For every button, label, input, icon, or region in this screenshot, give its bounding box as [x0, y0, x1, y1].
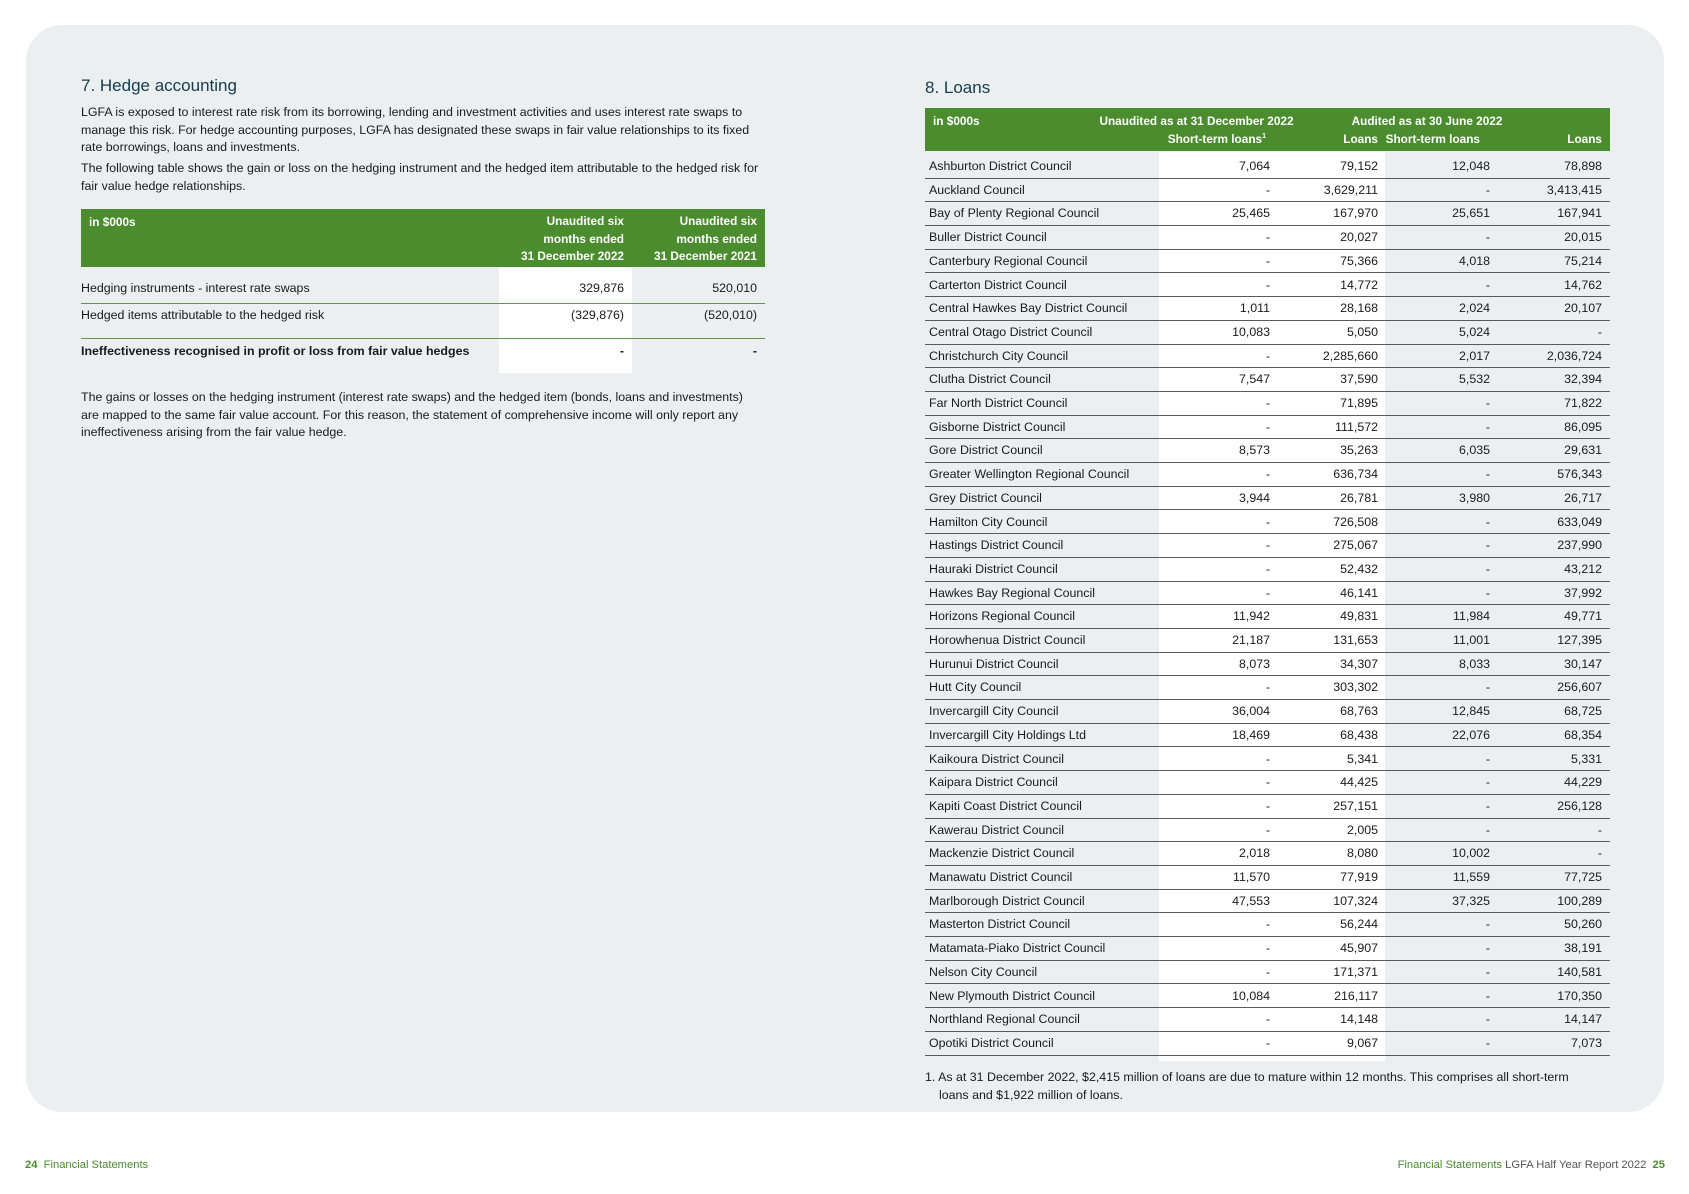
loan-value: 75,214 [1564, 253, 1602, 268]
council-name: Hauraki District Council [929, 561, 1058, 576]
table-row [925, 320, 1610, 345]
council-name: Gore District Council [929, 443, 1043, 458]
council-name: Invercargill City Council [929, 704, 1059, 719]
loan-value: - [1265, 751, 1270, 766]
loan-value: 22,076 [1452, 727, 1490, 742]
council-name: Horowhenua District Council [929, 633, 1086, 647]
loan-value: - [1485, 964, 1490, 979]
loan-value: - [1485, 538, 1490, 553]
council-name: Gisborne District Council [929, 419, 1066, 434]
loan-value: 10,084 [1232, 988, 1270, 1003]
loan-value: - [1597, 822, 1602, 837]
loan-value: 6,035 [1458, 443, 1490, 458]
loan-value: - [1485, 277, 1490, 292]
loan-value: 2,018 [1238, 846, 1270, 861]
council-name: Canterbury Regional Council [929, 253, 1088, 268]
loan-value: 2,285,660 [1322, 348, 1378, 363]
council-name: Hurunui District Council [929, 656, 1059, 671]
loan-value: 237,990 [1557, 538, 1602, 553]
loan-value: 576,343 [1557, 467, 1602, 482]
table-row [925, 344, 1610, 369]
council-name: Kapiti Coast District Council [929, 798, 1082, 813]
loan-value: 2,024 [1458, 301, 1490, 316]
loan-value: 38,191 [1564, 941, 1602, 956]
council-name: Hastings District Council [929, 538, 1064, 553]
loan-value: 37,992 [1564, 585, 1602, 600]
table-row [925, 415, 1610, 440]
table-row [925, 1007, 1610, 1032]
loan-value: 75,366 [1340, 253, 1378, 268]
table-row [925, 249, 1610, 274]
loan-value: 216,117 [1334, 988, 1378, 1003]
table-row [925, 367, 1610, 392]
council-name: Marlborough District Council [929, 893, 1085, 908]
table-row [925, 273, 1610, 298]
hedge-table [81, 209, 765, 267]
loan-value: 167,970 [1333, 206, 1378, 221]
loan-value: 10,083 [1232, 324, 1270, 339]
table-row [925, 462, 1610, 487]
loan-value: 68,354 [1564, 727, 1602, 742]
loan-value: 14,772 [1340, 277, 1378, 292]
loan-value: 37,590 [1340, 372, 1378, 387]
loan-value: - [1265, 775, 1270, 790]
council-name: Northland Regional Council [929, 1012, 1080, 1027]
loan-value: 256,128 [1557, 798, 1602, 813]
loan-value: - [1265, 514, 1270, 529]
loan-value: 47,553 [1232, 893, 1270, 908]
loan-value: 5,532 [1458, 372, 1490, 387]
council-name: Nelson City Council [929, 964, 1038, 979]
council-name: Opotiki District Council [929, 1035, 1054, 1050]
loan-value: 21,187 [1232, 633, 1270, 647]
council-name: Hutt City Council [929, 680, 1022, 695]
loan-value: 50,260 [1564, 917, 1602, 932]
loan-value: 3,980 [1458, 490, 1490, 505]
loan-value: - [1485, 680, 1490, 695]
loan-value: - [1485, 396, 1490, 410]
table-row [925, 510, 1610, 535]
council-name: Bay of Plenty Regional Council [929, 206, 1100, 221]
loan-value: 1,011 [1239, 301, 1270, 316]
loan-value: 5,341 [1346, 751, 1378, 766]
loan-value: 636,734 [1333, 467, 1378, 482]
loan-value: 107,324 [1333, 893, 1378, 908]
table-row [925, 936, 1610, 961]
loan-value: 11,942 [1233, 609, 1270, 624]
loan-value: 68,763 [1340, 704, 1378, 719]
council-name: Mackenzie District Council [929, 846, 1075, 861]
loan-value: - [1265, 798, 1270, 813]
council-name: Horizons Regional Council [929, 609, 1076, 624]
loan-value: - [1265, 467, 1270, 482]
loan-value: - [1485, 182, 1490, 197]
loan-value: - [1265, 348, 1270, 363]
loan-value: 11,001 [1453, 633, 1490, 647]
loan-value: 68,725 [1564, 704, 1602, 719]
loan-value: - [1485, 775, 1490, 790]
loan-value: 257,151 [1333, 798, 1378, 813]
loan-value: 44,425 [1340, 775, 1378, 790]
loan-value: - [1265, 1035, 1270, 1050]
loan-value: 37,325 [1452, 893, 1490, 908]
loan-value: - [1485, 798, 1490, 813]
loan-value: 49,771 [1564, 609, 1602, 624]
table-row [925, 557, 1610, 582]
loan-value: 36,004 [1232, 704, 1270, 719]
loan-value: 25,651 [1452, 206, 1490, 221]
loan-value: - [1485, 585, 1490, 600]
hedge-table-header [81, 209, 765, 267]
loan-value: 127,395 [1557, 633, 1602, 647]
loan-value: 20,107 [1564, 301, 1602, 316]
loan-value: - [1265, 680, 1270, 695]
loan-value: 35,263 [1340, 443, 1378, 458]
council-name: Grey District Council [929, 490, 1042, 505]
council-name: Matamata-Piako District Council [929, 941, 1106, 956]
loan-value: 28,168 [1340, 301, 1378, 316]
loan-value: 100,289 [1557, 893, 1602, 908]
loan-value: 111,572 [1335, 419, 1378, 434]
hedge-section-title: 7. Hedge accounting [81, 76, 237, 95]
loan-value: 8,573 [1238, 443, 1270, 458]
loan-value: 256,607 [1557, 680, 1602, 695]
table-row [925, 984, 1610, 1009]
table-row [925, 438, 1610, 463]
table-row [925, 201, 1610, 226]
table-row [925, 794, 1610, 819]
council-name: Invercargill City Holdings Ltd [929, 727, 1087, 742]
loan-value: - [1485, 561, 1490, 576]
loan-value: 44,229 [1564, 775, 1602, 790]
loan-value: 171,371 [1333, 964, 1378, 979]
loan-value: 2,017 [1458, 348, 1490, 363]
loan-value: 26,717 [1564, 490, 1602, 505]
loan-value: 32,394 [1564, 372, 1602, 387]
loan-value: 7,073 [1570, 1035, 1602, 1050]
council-name: Greater Wellington Regional Council [929, 467, 1130, 482]
loan-value: - [1265, 941, 1270, 956]
loan-value: - [1485, 419, 1490, 434]
table-row [925, 723, 1610, 748]
table-row [925, 225, 1610, 250]
loan-value: 26,781 [1340, 490, 1378, 505]
loan-value: 12,845 [1452, 704, 1490, 719]
loans-section-title: 8. Loans [925, 78, 991, 97]
loan-value: 11,984 [1453, 609, 1490, 624]
loan-value: 167,941 [1557, 206, 1602, 221]
council-name: Ashburton District Council [929, 159, 1072, 173]
table-row [925, 818, 1610, 843]
loan-value: 56,244 [1340, 917, 1378, 932]
loan-value: - [1265, 561, 1270, 576]
loan-value: 5,024 [1458, 324, 1490, 339]
loan-value: 275,067 [1333, 538, 1378, 553]
table-row [925, 486, 1610, 511]
loan-value: 86,095 [1564, 419, 1602, 434]
loan-value: 14,762 [1564, 277, 1602, 292]
hedge-header-units: in $000s [89, 215, 136, 229]
table-row [925, 675, 1610, 700]
loan-value: - [1485, 917, 1490, 932]
loan-value: 8,073 [1238, 656, 1270, 671]
council-name: Far North District Council [929, 396, 1068, 410]
loan-value: 11,570 [1233, 870, 1270, 884]
loan-value: - [1265, 396, 1270, 410]
loan-value: 14,148 [1340, 1012, 1378, 1027]
table-row [925, 770, 1610, 795]
loan-value: 30,147 [1564, 656, 1602, 671]
loan-value: 77,919 [1340, 870, 1378, 884]
loan-value: 726,508 [1333, 514, 1378, 529]
loan-value: 170,350 [1557, 988, 1602, 1003]
loan-value: - [1265, 964, 1270, 979]
table-row [925, 581, 1610, 606]
table-row [925, 391, 1610, 416]
loan-value: 14,147 [1564, 1012, 1602, 1027]
council-name: Auckland Council [929, 182, 1025, 197]
hedge-intro-paragraph: LGFA is exposed to interest rate risk from its borrowing, lending and investment activities and uses interest rate swaps to manage this risk. For hedge accounting purposes, LGFA has designated these swaps in fair value relationships to its fixed rate borrowings, loans and investments. [81, 105, 750, 154]
loan-value: - [1265, 419, 1270, 434]
loan-value: 2,005 [1346, 822, 1378, 837]
loan-value: - [1265, 822, 1270, 837]
loan-value: 9,067 [1346, 1035, 1378, 1050]
loan-value: 3,413,415 [1546, 182, 1602, 197]
council-name: Central Hawkes Bay District Council [929, 301, 1128, 316]
loan-value: 18,469 [1232, 727, 1270, 742]
loans-table-header: in $000s Unaudited as at 31 December 2022 Audited as at 30 June 2022 Short-term loans$^1$ Loans Short-term loans Loans [925, 108, 1610, 151]
table-row [925, 154, 1610, 179]
loan-value: 68,438 [1340, 727, 1378, 742]
table-row [925, 841, 1610, 866]
council-name: Hamilton City Council [929, 514, 1048, 529]
table-row [925, 747, 1610, 772]
loan-value: - [1265, 917, 1270, 932]
loan-value: 7,064 [1238, 159, 1270, 173]
hedge-closing-paragraph: The gains or losses on the hedging instrument (interest rate swaps) and the hedged item (bonds, loans and investments) are mapped to the same fair value account. For this reason, the statement of comprehensive income will only report any ineffectiveness arising from the fair value hedge. [81, 390, 743, 439]
loan-value: - [1485, 467, 1490, 482]
council-name: New Plymouth District Council [929, 988, 1095, 1003]
loan-value: - [1265, 585, 1270, 600]
loan-value: 52,432 [1340, 561, 1378, 576]
loan-value: 12,048 [1452, 159, 1490, 173]
table-row [925, 912, 1610, 937]
council-name: Carterton District Council [929, 277, 1067, 292]
loan-value: 25,465 [1232, 206, 1270, 221]
loan-value: - [1485, 822, 1490, 837]
loan-value: 46,141 [1340, 585, 1378, 600]
loan-value: - [1265, 277, 1270, 292]
loan-value: 4,018 [1458, 253, 1490, 268]
loan-value: 3,629,211 [1323, 182, 1378, 197]
loan-value: - [1485, 941, 1490, 956]
loan-value: 78,898 [1564, 159, 1602, 173]
loan-value: 5,050 [1346, 324, 1378, 339]
loan-value: 20,015 [1564, 230, 1602, 245]
hedge-table-intro: The following table shows the gain or loss on the hedging instrument and the hedged item attributable to the hedged risk for fair value hedge relationships. [81, 161, 759, 193]
loans-footnote: 1. As at 31 December 2022, $2,415 million of loans are due to mature within 12 months. This comprises all short-term loans and $1,922 million of loans. [925, 1070, 1569, 1102]
loan-value: - [1265, 230, 1270, 245]
table-row [925, 533, 1610, 558]
council-name: Clutha District Council [929, 372, 1051, 387]
table-row [925, 699, 1610, 724]
loan-value: 71,895 [1340, 396, 1378, 410]
footer-right: Financial Statements LGFA Half Year Report 2022 25 [1397, 1159, 1665, 1171]
loan-value: 71,822 [1564, 396, 1602, 410]
loan-value: - [1485, 514, 1490, 529]
loan-value: - [1485, 751, 1490, 766]
loan-value: 34,307 [1340, 656, 1378, 671]
loan-value: 3,944 [1238, 490, 1270, 505]
council-name: Christchurch City Council [929, 348, 1069, 363]
table-row [925, 865, 1610, 890]
table-row [925, 1031, 1610, 1056]
loan-value: 131,653 [1333, 633, 1378, 647]
loan-value: - [1265, 1012, 1270, 1027]
loan-value: 11,559 [1453, 870, 1490, 884]
loan-value: 77,725 [1564, 870, 1602, 884]
loan-value: - [1597, 846, 1602, 861]
table-row [925, 296, 1610, 321]
council-name: Masterton District Council [929, 917, 1071, 932]
loan-value: 29,631 [1564, 443, 1602, 458]
council-name: Central Otago District Council [929, 324, 1093, 339]
loan-value: - [1265, 253, 1270, 268]
table-row [925, 889, 1610, 914]
loan-value: 303,302 [1333, 680, 1378, 695]
table-row [925, 628, 1610, 653]
council-name: Kawerau District Council [929, 822, 1064, 837]
loan-value: 79,152 [1340, 159, 1378, 173]
hedge-header-2022: Unaudited six months ended 31 December 2022 [521, 214, 624, 263]
loan-value: 49,831 [1340, 609, 1378, 624]
table-row [925, 960, 1610, 985]
council-name: Hawkes Bay Regional Council [929, 585, 1095, 600]
loan-value: 5,331 [1570, 751, 1602, 766]
loan-value: 43,212 [1564, 561, 1602, 576]
footer-left: 24 Financial Statements [25, 1159, 149, 1171]
loan-value: 633,049 [1557, 514, 1602, 529]
council-name: Kaikoura District Council [929, 751, 1064, 766]
loan-value: - [1265, 538, 1270, 553]
table-row [925, 604, 1610, 629]
loan-value: 20,027 [1340, 230, 1378, 245]
table-row [925, 652, 1610, 677]
loan-value: 8,033 [1458, 656, 1490, 671]
loan-value: - [1485, 1035, 1490, 1050]
council-name: Manawatu District Council [929, 870, 1073, 884]
loan-value: 10,002 [1452, 846, 1490, 861]
loan-value: 2,036,724 [1546, 348, 1602, 363]
loan-value: 8,080 [1346, 846, 1378, 861]
loan-value: 45,907 [1340, 941, 1378, 956]
loan-value: - [1485, 230, 1490, 245]
loan-value: - [1597, 324, 1602, 339]
loan-value: - [1485, 1012, 1490, 1027]
hedge-header-2021: Unaudited six months ended 31 December 2021 [654, 214, 757, 263]
loan-value: 7,547 [1238, 372, 1270, 387]
loan-value: - [1485, 988, 1490, 1003]
loan-value: - [1265, 182, 1270, 197]
table-row [925, 178, 1610, 203]
council-name: Kaipara District Council [929, 775, 1058, 790]
council-name: Buller District Council [929, 230, 1047, 245]
loan-value: 140,581 [1557, 964, 1602, 979]
